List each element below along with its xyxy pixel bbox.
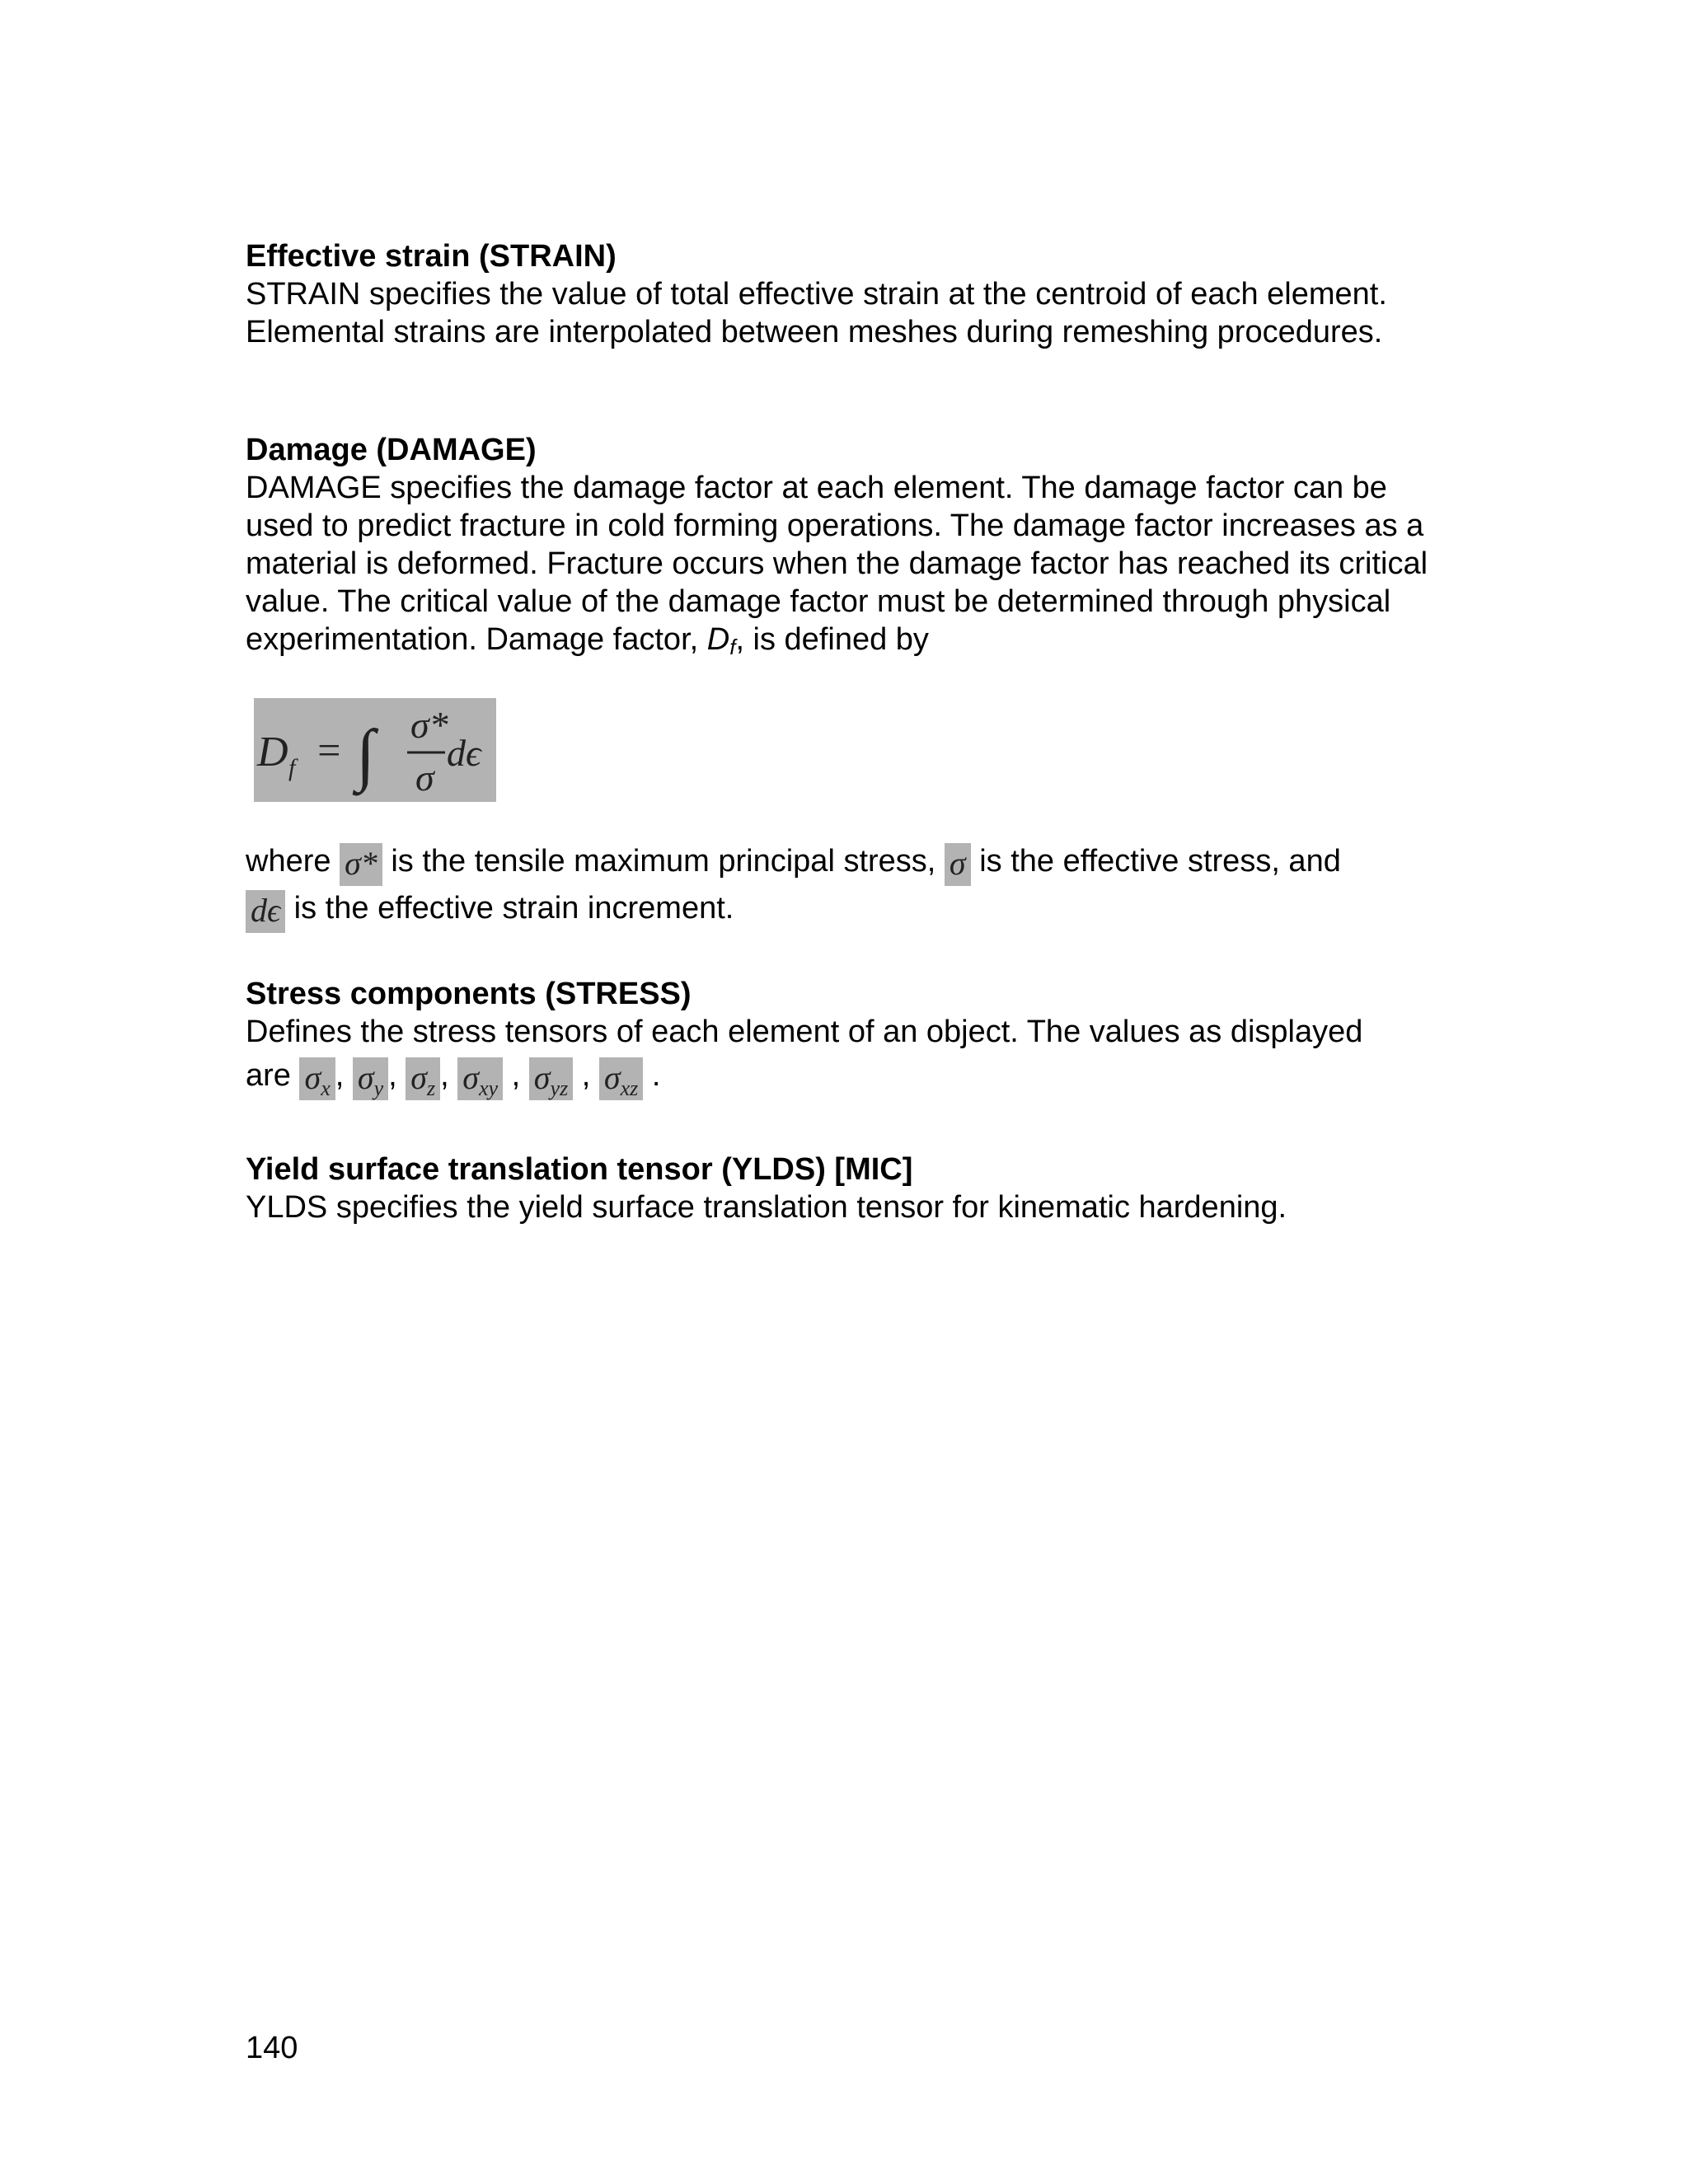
svg-text:∫: ∫ — [356, 716, 376, 793]
symbol-sigma-z: $\sigma_z$ — [406, 1057, 440, 1100]
svg-text:=: = — [315, 727, 343, 773]
svg-text:D: D — [257, 729, 288, 776]
section-where — [246, 839, 1449, 933]
svg-text:σ*: σ* — [410, 704, 448, 746]
damage-text-after: , is defined by — [735, 622, 929, 657]
symbol-sigma-y: $\sigma_y$ — [353, 1057, 388, 1100]
symbol-d-epsilon: dϵ — [246, 890, 285, 933]
svg-text:dϵ: dϵ — [447, 732, 481, 774]
symbol-sigma-star: σ* — [340, 843, 382, 886]
heading-stress: Stress components (STRESS) — [246, 977, 692, 1011]
paragraph-stress: Defines the stress tensors of each element of an object. The values as displayed — [246, 1015, 1363, 1049]
damage-symbol: $D_f$ — [706, 622, 736, 659]
symbol-sigma: σ — [945, 843, 971, 886]
paragraph-strain: STRAIN specifies the value of total effective strain at the centroid of each element. Elemental strains are interpolated between meshes during remeshing procedures. — [246, 277, 1387, 349]
symbol-sigma-xy: $\sigma_{xy}$ — [457, 1057, 503, 1100]
svg-text:σ: σ — [415, 757, 434, 799]
symbol-sigma-yz: $\sigma_{yz}$ — [529, 1057, 573, 1100]
heading-ylds: Yield surface translation tensor (YLDS) [MIC] — [246, 1152, 913, 1187]
symbol-sigma-x: $\sigma_x$ — [299, 1057, 335, 1100]
symbol-sigma-xz: $\sigma_{xz}$ — [599, 1057, 643, 1100]
damage-text-before: DAMAGE specifies the damage factor at each element. The damage factor can be used to predict fracture in cold forming operations. The damage factor increases as a material is deformed. Fracture occurs when the damage factor has reached its critical value. The critical value of the damage factor must be determined through physical experimentation. Damage factor, — [246, 471, 1428, 657]
section-strain — [246, 237, 1449, 351]
damage-formula — [254, 698, 496, 802]
section-ylds — [246, 1151, 1449, 1226]
section-damage — [246, 431, 1449, 666]
damage-formula-graphic — [254, 698, 496, 802]
page-number: 140 — [246, 2031, 298, 2065]
paragraph-where: where σ* is the tensile maximum principal stress, σ is the effective stress, and dϵ is the effective strain increment. — [246, 839, 1449, 933]
section-stress — [246, 975, 1449, 1100]
heading-strain: Effective strain (STRAIN) — [246, 239, 617, 274]
paragraph-damage — [246, 469, 1449, 666]
heading-damage: Damage (DAMAGE) — [246, 433, 537, 467]
paragraph-ylds: YLDS specifies the yield surface translation tensor for kinematic hardening. — [246, 1190, 1287, 1225]
stress-components-line: are $\sigma_x$ , $\sigma_y$ , $\sigma_z$ , $\sigma_{xy}$ , $\sigma_{yz}$ , $\sigma_{xz}$ . — [246, 1058, 661, 1100]
svg-text:f: f — [288, 754, 296, 781]
